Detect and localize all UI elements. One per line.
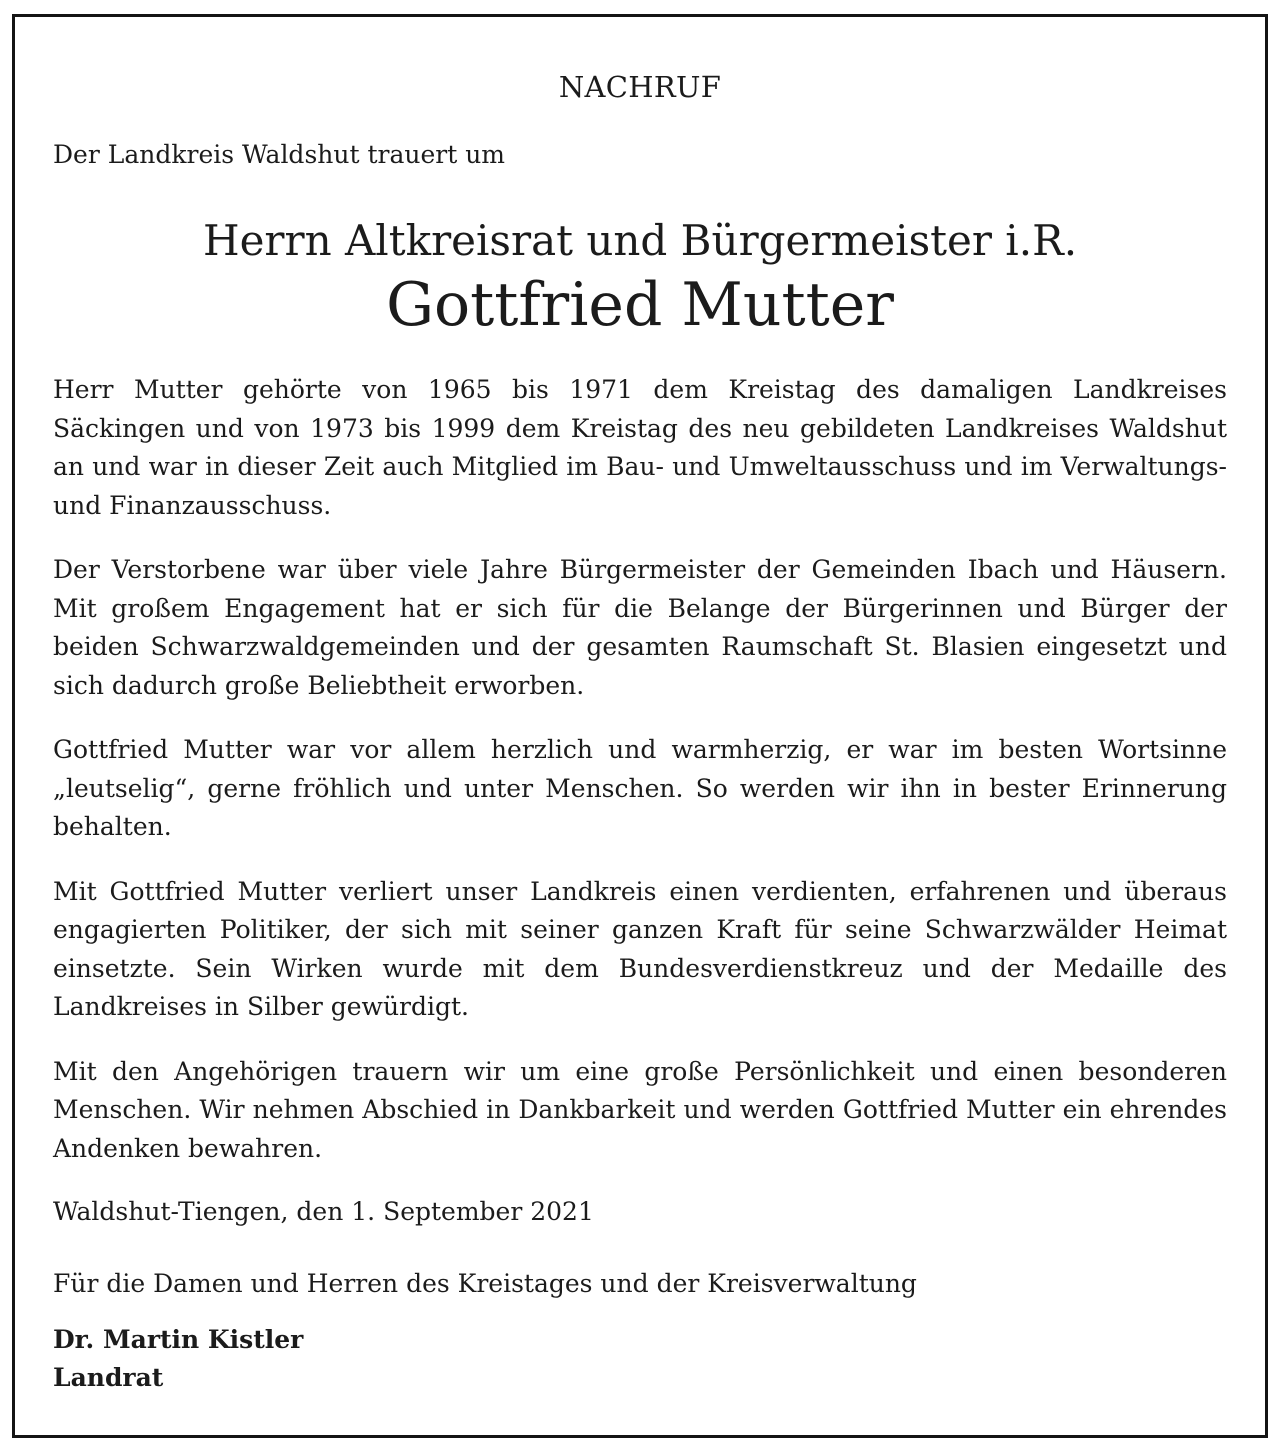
honorific-title: Herrn Altkreisrat und Bürgermeister i.R. (202, 216, 1078, 265)
notice-content (53, 17, 1227, 1397)
paragraph-career: Herr Mutter gehörte von 1965 bis 1971 dem Kreistag des damaligen Landkreises Säckingen und von 1973 bis 1999 dem Kreistag des neu gebildeten Landkreises Waldshut an und war in dieser Zeit auch Mitglied im Bau- und Umweltausschuss und im Verwaltungs- und Finanzausschuss. (53, 375, 1227, 520)
paragraph-mayor: Der Verstorbene war über viele Jahre Bürgermeister der Gemeinden Ibach und Häusern. Mit großem Engagement hat er sich für die Belange der Bürgerinnen und Bürger der beiden Schwarzwaldgemeinden und der gesamten Raumschaft St. Blasien eingesetzt und sich dadurch große Beliebtheit erworben. (53, 555, 1227, 700)
on-behalf-line: Für die Damen und Herren des Kreistages und der Kreisverwaltung (53, 1269, 917, 1298)
signatory-name: Dr. Martin Kistler (53, 1325, 304, 1354)
place-and-date: Waldshut-Tiengen, den 1. September 2021 (53, 1197, 594, 1226)
paragraph-character: Gottfried Mutter war vor allem herzlich und warmherzig, er war im besten Wortsinne „leutselig“, gerne fröhlich und unter Menschen. So werden wir ihn in bester Erinnerung behalten. (53, 735, 1227, 841)
paragraph-farewell: Mit den Angehörigen trauern wir um eine große Persönlichkeit und einen besonderen Menschen. Wir nehmen Abschied in Dankbarkeit und werden Gottfried Mutter ein ehrendes Andenken bewahren. (53, 1056, 1227, 1163)
signatory-title: Landrat (53, 1363, 164, 1392)
obituary-notice (12, 14, 1268, 1438)
deceased-name: Gottfried Mutter (386, 270, 894, 340)
intro-line: Der Landkreis Waldshut trauert um (53, 140, 506, 169)
signature-block (53, 1321, 1227, 1397)
paragraph-honors: Mit Gottfried Mutter verliert unser Landkreis einen verdienten, erfahrenen und überaus engagierten Politiker, der sich mit seiner ganzen Kraft für seine Schwarzwälder Heimat einsetzte. Sein Wirken wurde mit dem Bundesverdienstkreuz und der Medaille des Landkreises in Silber gewürdigt. (53, 876, 1227, 1021)
notice-heading: NACHRUF (558, 70, 722, 104)
